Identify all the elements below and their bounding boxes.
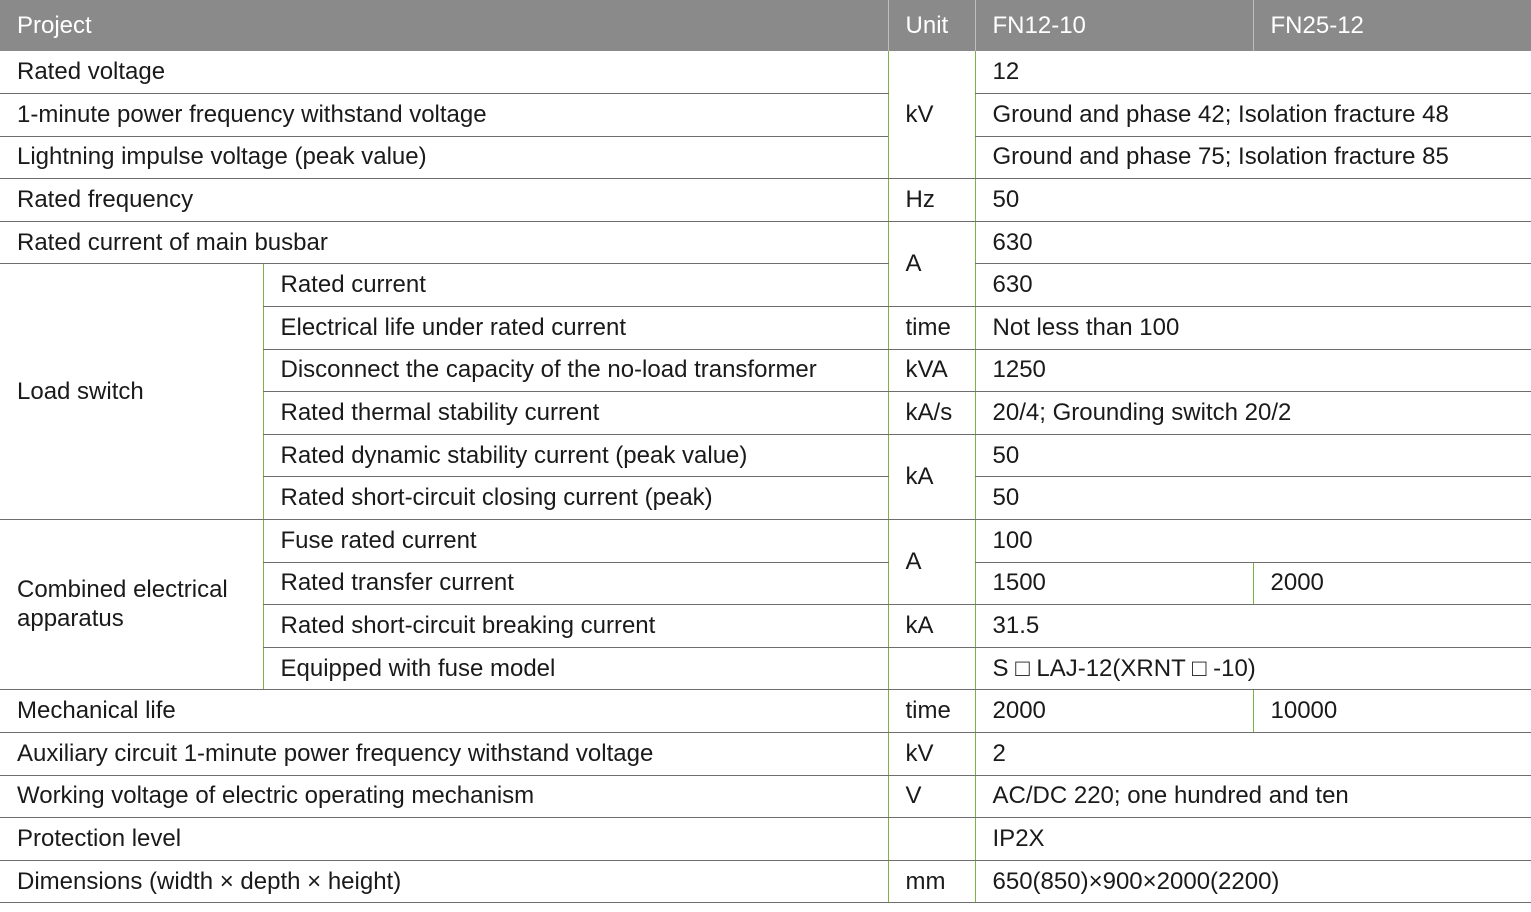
- header-project: Project: [0, 0, 888, 51]
- table-row: [0, 860, 1531, 903]
- row-label: Mechanical life: [0, 690, 888, 733]
- value-cell-fn25: 2000: [1253, 562, 1531, 605]
- value-cell: 100: [975, 520, 1531, 563]
- header-unit: Unit: [888, 0, 975, 51]
- header-fn25-12: FN25-12: [1253, 0, 1531, 51]
- row-label: Disconnect the capacity of the no-load transformer: [263, 349, 888, 392]
- row-label: Rated short-circuit closing current (peak): [263, 477, 888, 520]
- row-label: Rated transfer current: [263, 562, 888, 605]
- value-cell-fn12: 1500: [975, 562, 1253, 605]
- unit-cell: time: [888, 690, 975, 733]
- unit-cell: kV: [888, 51, 975, 179]
- unit-cell: mm: [888, 860, 975, 903]
- table-row: [0, 520, 1531, 563]
- row-label: Rated voltage: [0, 51, 888, 94]
- value-cell: IP2X: [975, 818, 1531, 861]
- unit-cell: kV: [888, 733, 975, 776]
- value-cell: Ground and phase 42; Isolation fracture 48: [975, 94, 1531, 137]
- value-cell: 50: [975, 477, 1531, 520]
- value-cell: S □ LAJ-12(XRNT □ -10): [975, 647, 1531, 690]
- unit-cell: Hz: [888, 179, 975, 222]
- row-label: Rated current: [263, 264, 888, 307]
- row-label: Electrical life under rated current: [263, 307, 888, 350]
- value-cell: 1250: [975, 349, 1531, 392]
- row-label: Lightning impulse voltage (peak value): [0, 136, 888, 179]
- unit-cell: A: [888, 520, 975, 605]
- value-cell: 630: [975, 221, 1531, 264]
- unit-cell: kA: [888, 605, 975, 648]
- row-label: Rated dynamic stability current (peak value): [263, 434, 888, 477]
- row-label: Fuse rated current: [263, 520, 888, 563]
- row-label: Rated short-circuit breaking current: [263, 605, 888, 648]
- table-row: [0, 136, 1531, 179]
- table-row: [0, 264, 1531, 307]
- table-row: [0, 51, 1531, 94]
- row-label: Protection level: [0, 818, 888, 861]
- row-label: Working voltage of electric operating mechanism: [0, 775, 888, 818]
- row-label: Equipped with fuse model: [263, 647, 888, 690]
- table-row: [0, 690, 1531, 733]
- header-fn12-10: FN12-10: [975, 0, 1253, 51]
- table-row: [0, 221, 1531, 264]
- table-row: [0, 818, 1531, 861]
- table-row: [0, 733, 1531, 776]
- value-cell: Ground and phase 75; Isolation fracture 85: [975, 136, 1531, 179]
- value-cell: 2: [975, 733, 1531, 776]
- row-label: Dimensions (width × depth × height): [0, 860, 888, 903]
- row-label: Rated current of main busbar: [0, 221, 888, 264]
- row-label: Rated thermal stability current: [263, 392, 888, 435]
- group-label-load-switch: Load switch: [0, 264, 263, 520]
- unit-cell: A: [888, 221, 975, 306]
- value-cell: 12: [975, 51, 1531, 94]
- unit-cell: [888, 818, 975, 861]
- group-label-combined-apparatus: Combined electrical apparatus: [0, 520, 263, 690]
- row-label: Rated frequency: [0, 179, 888, 222]
- table-row: [0, 775, 1531, 818]
- unit-cell: V: [888, 775, 975, 818]
- value-cell-fn12: 2000: [975, 690, 1253, 733]
- table-header-row: [0, 0, 1531, 51]
- value-cell: 630: [975, 264, 1531, 307]
- value-cell: 31.5: [975, 605, 1531, 648]
- value-cell: 50: [975, 434, 1531, 477]
- unit-cell: time: [888, 307, 975, 350]
- unit-cell: kA/s: [888, 392, 975, 435]
- table-row: [0, 94, 1531, 137]
- value-cell: 20/4; Grounding switch 20/2: [975, 392, 1531, 435]
- value-cell-fn25: 10000: [1253, 690, 1531, 733]
- value-cell: 50: [975, 179, 1531, 222]
- value-cell: 650(850)×900×2000(2200): [975, 860, 1531, 903]
- row-label: 1-minute power frequency withstand voltage: [0, 94, 888, 137]
- unit-cell: kVA: [888, 349, 975, 392]
- unit-cell: [888, 647, 975, 690]
- row-label: Auxiliary circuit 1-minute power frequency withstand voltage: [0, 733, 888, 776]
- value-cell: Not less than 100: [975, 307, 1531, 350]
- table-row: [0, 179, 1531, 222]
- unit-cell: kA: [888, 434, 975, 519]
- value-cell: AC/DC 220; one hundred and ten: [975, 775, 1531, 818]
